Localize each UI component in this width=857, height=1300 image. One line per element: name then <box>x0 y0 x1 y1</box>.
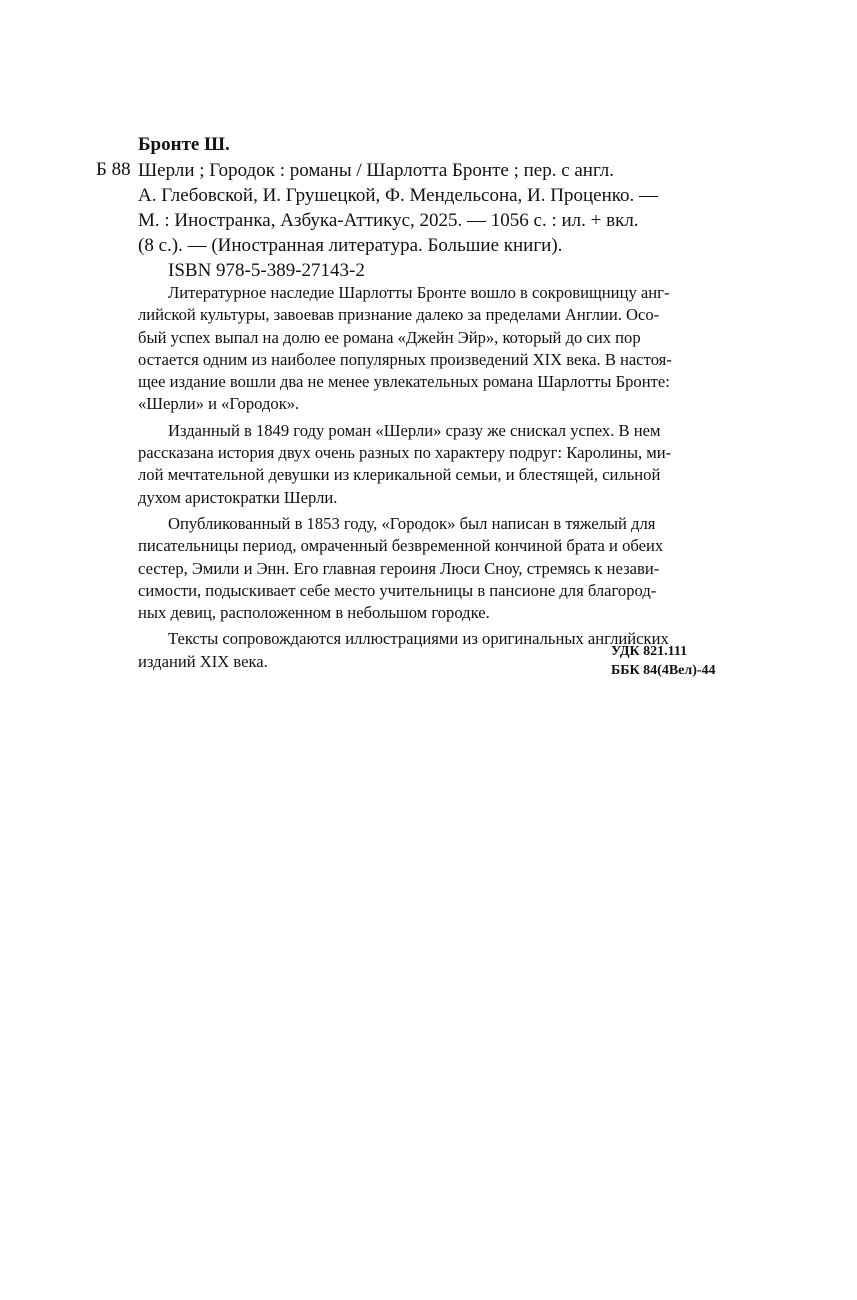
annotation-line: духом аристократки Шерли. <box>138 487 338 507</box>
bibliographic-line: (8 с.). — (Иностранная литература. Большие книги). <box>138 235 563 256</box>
annotation-line: щее издание вошли два не менее увлекательных романа Шарлотты Бронте: <box>138 372 670 392</box>
isbn: ISBN 978-5-389-27143-2 <box>168 260 365 281</box>
bibliographic-line: Шерли ; Городок : романы / Шарлотта Бронте ; пер. с англ. <box>138 160 615 181</box>
annotation-line: Литературное наследие Шарлотты Бронте вошло в сокровищницу анг- <box>168 283 670 302</box>
author-heading: Бронте Ш. <box>138 134 230 155</box>
annotation-paragraph <box>138 513 736 624</box>
annotation-line: бый успех выпал на долю ее романа «Джейн Эйр», который до сих пор <box>138 327 641 347</box>
annotation-line: изданий XIX века. <box>138 651 268 671</box>
annotation-line: Опубликованный в 1853 году, «Городок» был написан в тяжелый для <box>168 513 656 533</box>
annotation-line: Тексты сопровождаются иллюстрациями из оригинальных английских <box>168 629 669 649</box>
annotation-line: рассказана история двух очень разных по характеру подруг: Каролины, ми- <box>138 443 672 463</box>
annotation-line: лой мечтательной девушки из клерикальной семьи, и блестящей, сильной <box>138 465 661 485</box>
bibliographic-line: А. Глебовской, И. Грушецкой, Ф. Мендельсона, И. Проценко. — <box>138 185 659 206</box>
annotation-paragraph <box>138 420 736 509</box>
annotation-line: ных девиц, расположенном в небольшом городке. <box>138 603 490 623</box>
udk-code: УДК 821.111 <box>611 644 688 659</box>
classification-codes <box>611 642 716 680</box>
bibliographic-description <box>138 158 736 258</box>
annotation-line: Изданный в 1849 году роман «Шерли» сразу же снискал успех. В нем <box>168 420 661 440</box>
annotation-line: симости, подыскивает себе место учительницы в пансионе для благород- <box>138 580 657 600</box>
annotation-line: лийской культуры, завоевав признание далеко за пределами Англии. Осо- <box>138 305 660 325</box>
bbk-code: ББК 84(4Вел)-44 <box>611 663 716 678</box>
annotation-line: остается одним из наиболее популярных произведений XIX века. В настоя- <box>138 349 672 369</box>
shelf-code: Б 88 <box>96 159 131 180</box>
annotation-line: сестер, Эмили и Энн. Его главная героиня Люси Сноу, стремясь к незави- <box>138 558 660 578</box>
annotation-line: «Шерли» и «Городок». <box>138 394 300 414</box>
annotation-paragraph <box>138 282 736 416</box>
annotation <box>138 282 736 677</box>
bibliographic-line: М. : Иностранка, Азбука-Аттикус, 2025. — 1056 с. : ил. + вкл. <box>138 210 639 231</box>
annotation-line: писательницы период, омраченный безвременной кончиной брата и обеих <box>138 536 664 556</box>
